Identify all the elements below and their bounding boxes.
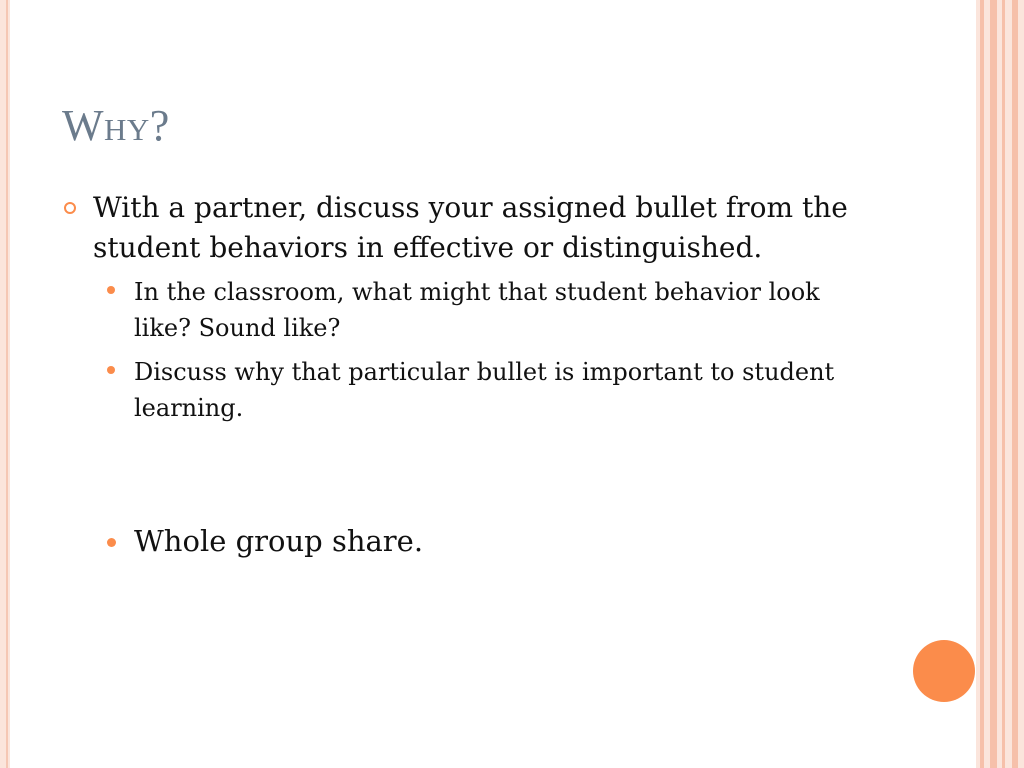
right-stripe-decoration bbox=[976, 0, 1024, 768]
sub-bullet-text: In the classroom, what might that student behavior look like? Sound like? bbox=[134, 278, 820, 342]
ring-bullet-icon bbox=[64, 202, 76, 214]
sub-bullet bbox=[64, 354, 884, 426]
orange-circle-decoration bbox=[913, 640, 975, 702]
slide-body bbox=[64, 188, 884, 569]
main-bullet-text: With a partner, discuss your assigned bullet from the student behaviors in effective or distinguished. bbox=[93, 191, 848, 264]
sub-bullet-list bbox=[64, 274, 884, 561]
dot-bullet-icon bbox=[107, 538, 116, 547]
sub-bullet bbox=[64, 521, 884, 561]
main-bullet bbox=[64, 188, 884, 268]
left-border-decoration bbox=[0, 0, 10, 768]
dot-bullet-icon bbox=[107, 366, 115, 374]
dot-bullet-icon bbox=[107, 286, 115, 294]
sub-bullet-text: Whole group share. bbox=[134, 524, 424, 558]
sub-bullet-text: Discuss why that particular bullet is important to student learning. bbox=[134, 358, 835, 422]
sub-bullet bbox=[64, 274, 884, 346]
slide-title: Why? bbox=[62, 101, 170, 150]
